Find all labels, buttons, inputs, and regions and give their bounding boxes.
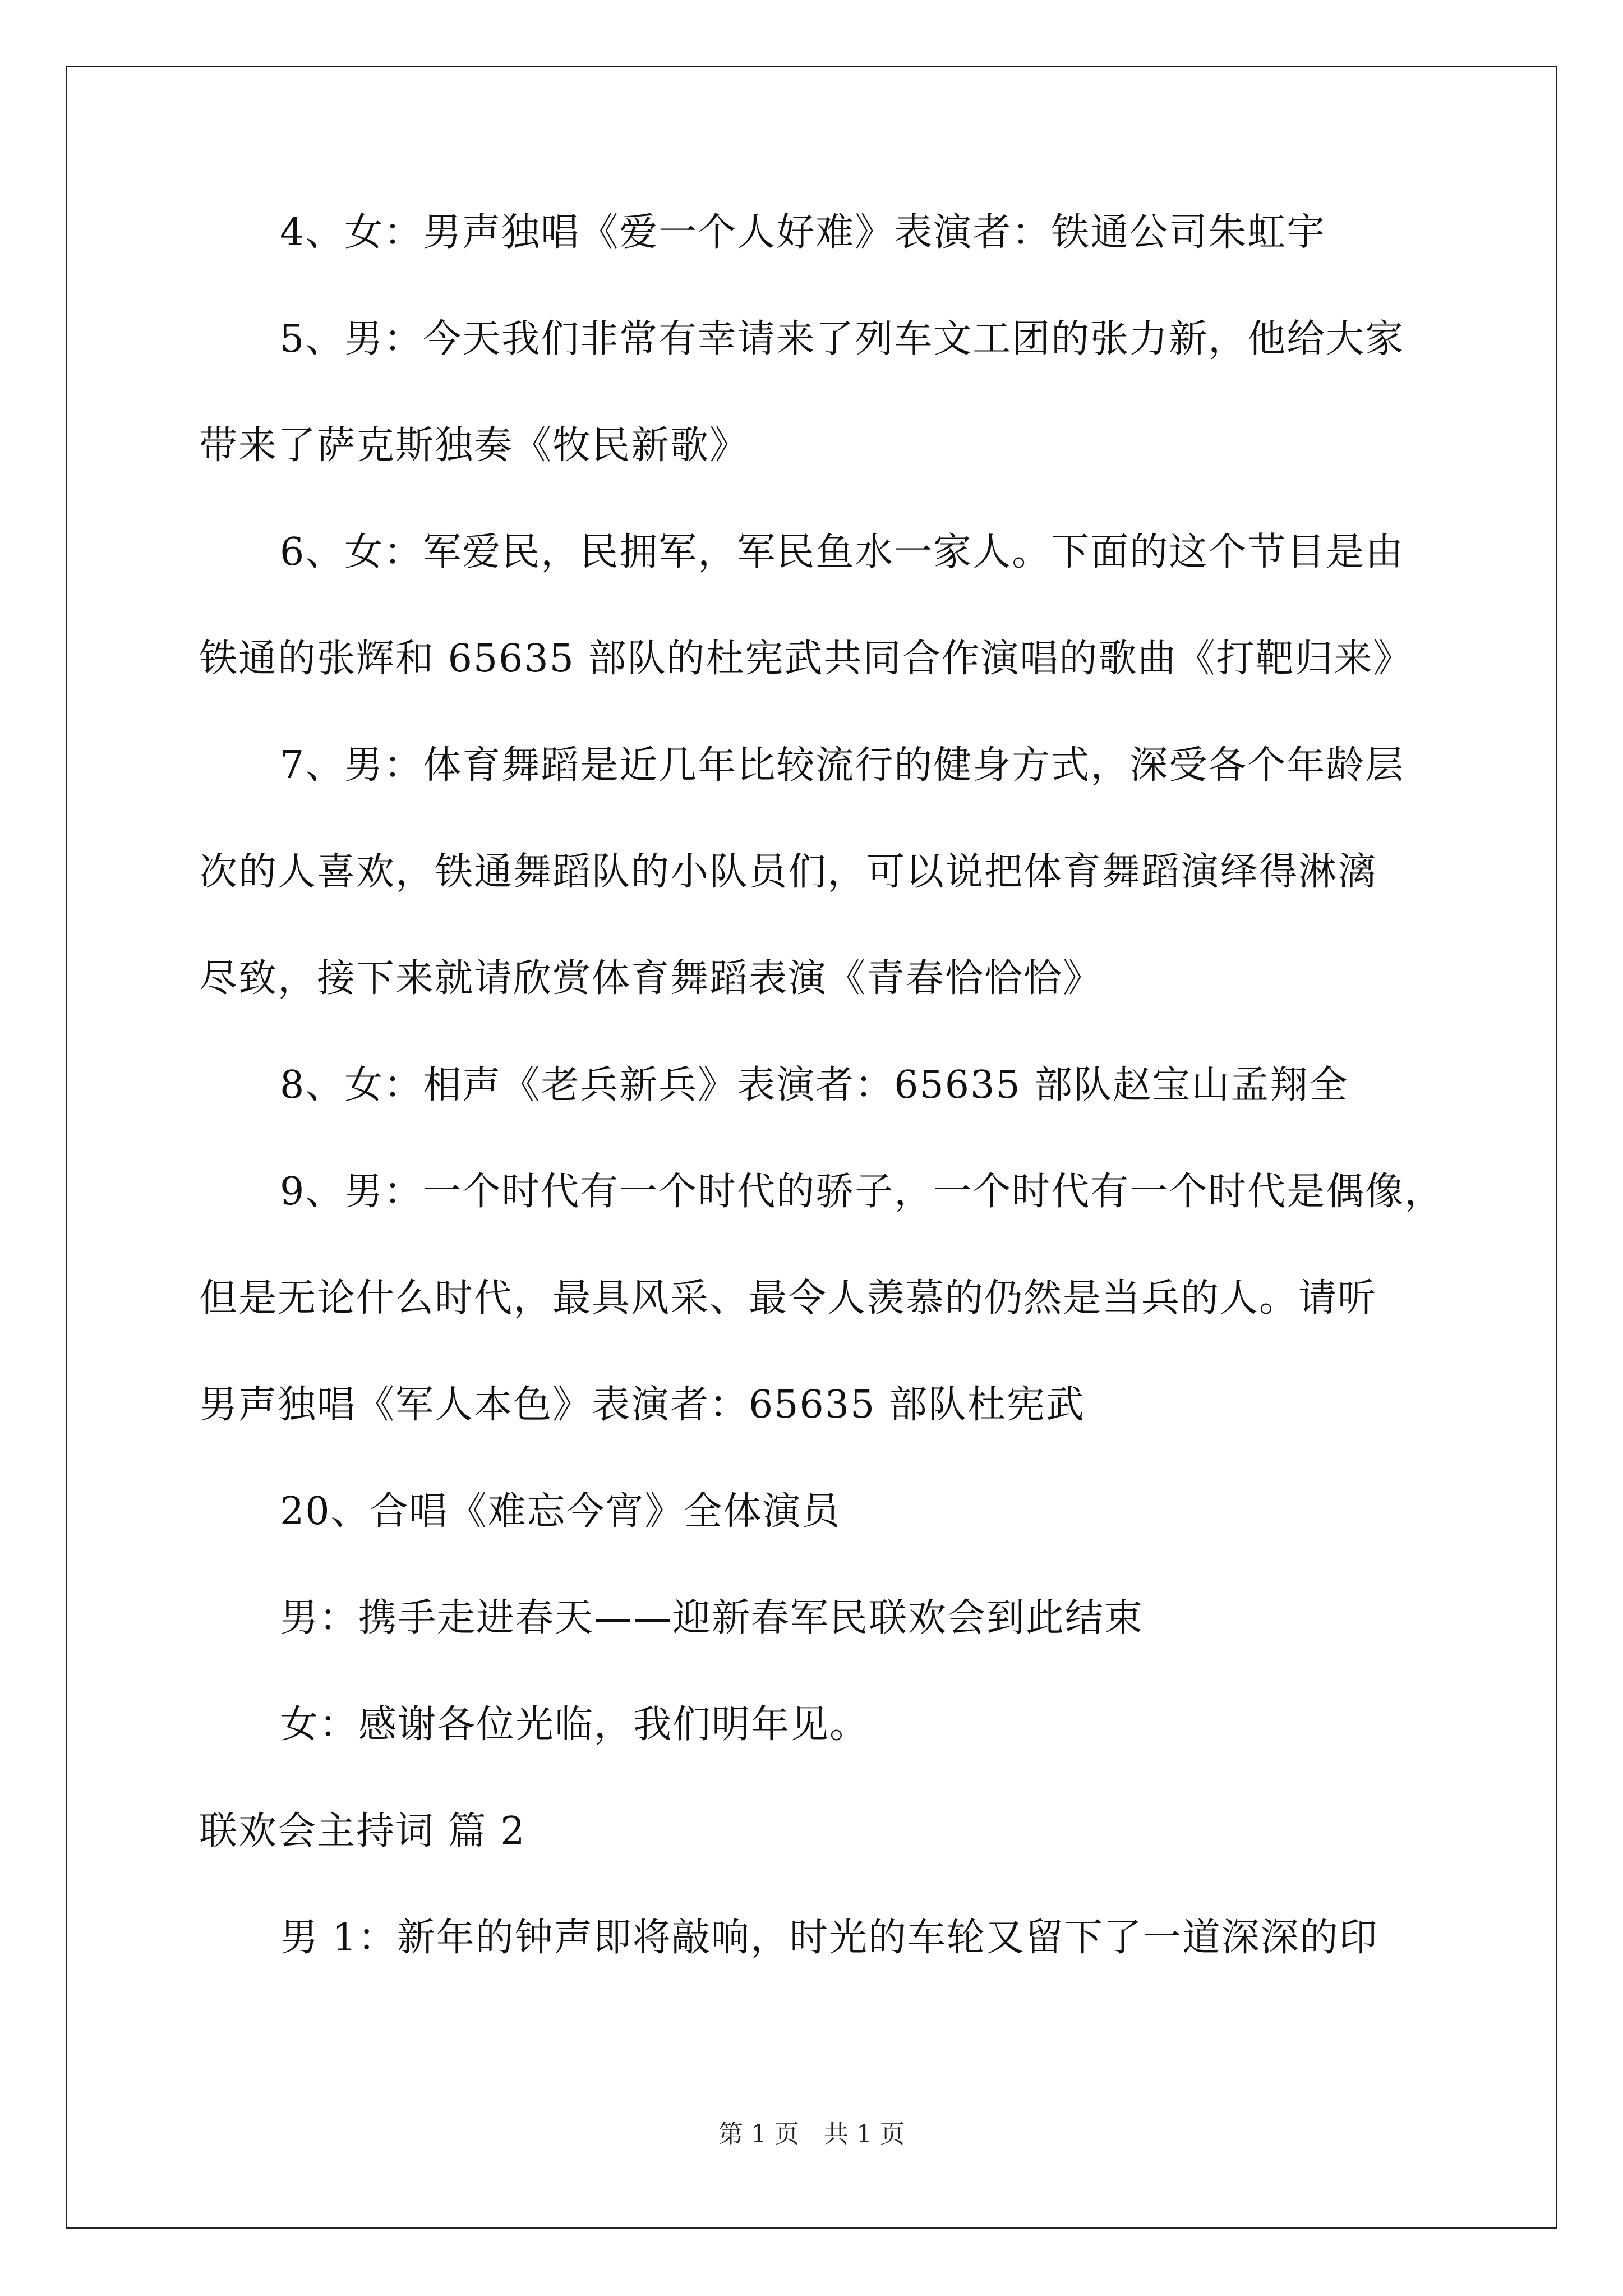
paragraph-line: 4、女：男声独唱《爱一个人好难》表演者：铁通公司朱虹宇	[280, 210, 1326, 255]
paragraph-line: 6、女：军爱民，民拥军，军民鱼水一家人。下面的这个节目是由	[280, 530, 1405, 574]
page-number-footer: 第 1 页 共 1 页	[718, 2120, 905, 2148]
paragraph-line: 次的人喜欢，铁通舞蹈队的小队员们，可以说把体育舞蹈演绎得淋漓	[199, 850, 1377, 894]
paragraph-line: 8、女：相声《老兵新兵》表演者：65635 部队赵宝山孟翔全	[280, 1063, 1349, 1107]
paragraph-line: 7、男：体育舞蹈是近几年比较流行的健身方式，深受各个年龄层	[280, 743, 1405, 788]
paragraph-line: 20、合唱《难忘今宵》全体演员	[280, 1489, 841, 1534]
paragraph-line: 尽致，接下来就请欣赏体育舞蹈表演《青春恰恰恰》	[199, 956, 1103, 1001]
paragraph-line: 女：感谢各位光临，我们明年见。	[280, 1703, 869, 1747]
paragraph-line: 铁通的张辉和 65635 部队的杜宪武共同合作演唱的歌曲《打靶归来》	[199, 637, 1413, 681]
page-border	[66, 66, 1557, 2229]
section-heading: 联欢会主持词 篇 2	[199, 1809, 526, 1853]
paragraph-line: 男声独唱《军人本色》表演者：65635 部队杜宪武	[199, 1383, 1085, 1427]
paragraph-line: 5、男：今天我们非常有幸请来了列车文工团的张力新，他给大家	[280, 317, 1405, 361]
paragraph-line: 男 1：新年的钟声即将敲响，时光的车轮又留下了一道深深的印	[280, 1916, 1378, 1960]
paragraph-line: 男：携手走进春天——迎新春军民联欢会到此结束	[280, 1596, 1144, 1640]
paragraph-line: 但是无论什么时代，最具风采、最令人羡慕的仍然是当兵的人。请听	[199, 1276, 1377, 1320]
paragraph-line: 9、男：一个时代有一个时代的骄子，一个时代有一个时代是偶像，	[280, 1170, 1444, 1214]
paragraph-line: 带来了萨克斯独奏《牧民新歌》	[199, 424, 749, 468]
